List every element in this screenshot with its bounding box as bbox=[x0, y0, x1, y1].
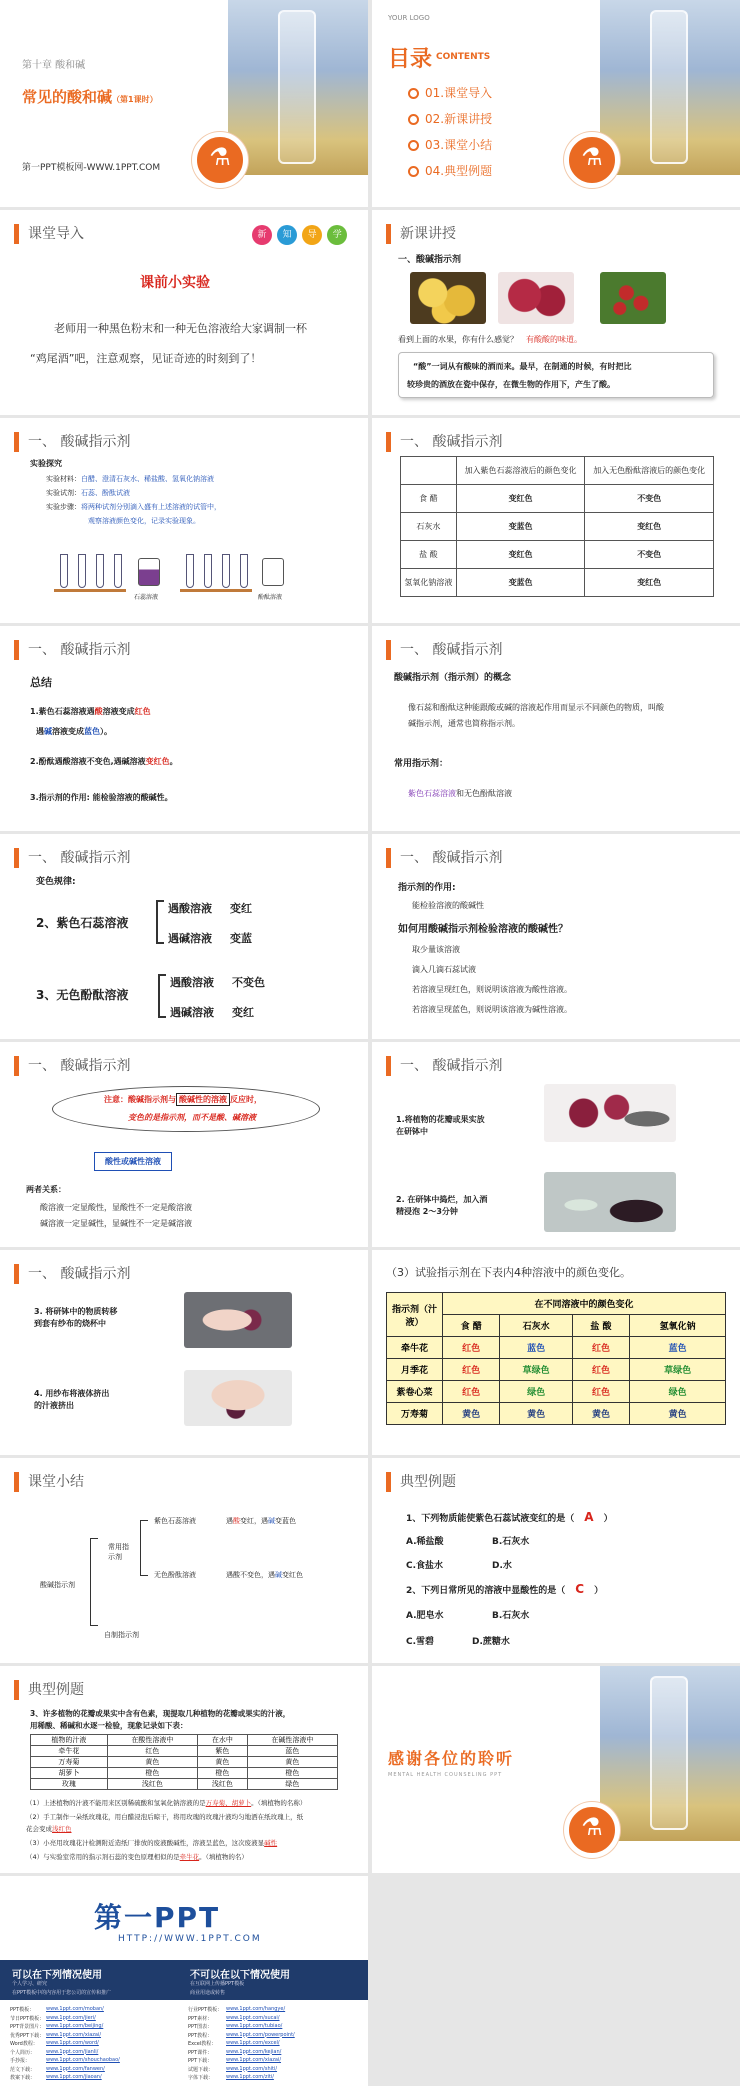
table-row: 紫卷心菜 红色 绿色 红色 绿色 bbox=[387, 1381, 726, 1403]
test-title: （3）试验指示剂在下表内4种溶液中的颜色变化。 bbox=[386, 1266, 631, 1279]
question-3-line-2: 用稀酸、稀碱和水逐一检验，现象记录如下表： bbox=[30, 1721, 188, 1730]
link-row bbox=[10, 2006, 360, 2015]
link[interactable]: www.1ppt.com/shiti/ bbox=[226, 2065, 278, 2072]
slide-indicator-note[interactable] bbox=[0, 1042, 368, 1247]
slide-title-text: 常见的酸和碱（第1课时） bbox=[22, 88, 158, 106]
brand-logo: 第一PPT bbox=[94, 1901, 221, 1934]
base-result: 变红 bbox=[232, 1006, 254, 1019]
link-label: PPT背景图片： bbox=[10, 2024, 45, 2030]
experiment-heading: 实验探究 bbox=[30, 459, 62, 468]
step-4-line-1: 4. 用纱布将液体挤出 bbox=[34, 1389, 110, 1398]
flask-icon bbox=[564, 1802, 620, 1858]
mortar-photo bbox=[544, 1172, 676, 1232]
link-label: PPT模板： bbox=[10, 2007, 35, 2013]
link-label: 个人简历： bbox=[10, 2049, 36, 2056]
step-1-line-2: 在研钵中 bbox=[396, 1127, 428, 1136]
slide-test-table[interactable] bbox=[372, 1250, 740, 1455]
option[interactable]: D.蔗糖水 bbox=[472, 1637, 510, 1647]
slide-header: 一、 酸碱指示剂 bbox=[0, 1250, 368, 1290]
litmus-bottle bbox=[138, 558, 160, 586]
link-label: 教案下载： bbox=[10, 2075, 36, 2081]
slide-examples-1[interactable] bbox=[372, 1458, 740, 1663]
option[interactable]: A.稀盐酸 bbox=[406, 1537, 444, 1547]
site-label: 第一PPT模板网-WWW.1PPT.COM bbox=[22, 163, 161, 173]
slide-header: 一、 酸碱指示剂 bbox=[372, 834, 740, 874]
option[interactable]: D.水 bbox=[492, 1561, 512, 1571]
phenolphthalein-caption: 酚酞溶液 bbox=[258, 594, 283, 601]
link-label: 范文下载： bbox=[10, 2066, 36, 2073]
lab-photo bbox=[228, 0, 368, 175]
cherry-photo bbox=[600, 272, 666, 324]
step-line: 若溶液呈现蓝色，则说明该溶液为碱性溶液。 bbox=[412, 1005, 572, 1014]
link-row bbox=[10, 2040, 360, 2049]
link-label: 优秀PPT下载： bbox=[10, 2032, 45, 2039]
slide-header: 新课讲授 bbox=[372, 210, 740, 250]
rules-heading: 变色规律: bbox=[36, 877, 76, 887]
slide-summary[interactable] bbox=[0, 626, 368, 831]
summary-branch: 常用指示剂 bbox=[108, 1543, 129, 1561]
lab-photo bbox=[600, 0, 740, 175]
link-row bbox=[10, 2032, 360, 2041]
slide-header: 一、 酸碱指示剂 bbox=[0, 1042, 368, 1082]
table-row: 玫瑰 浅红色 浅红色 绿色 bbox=[31, 1779, 338, 1790]
option[interactable]: A.肥皂水 bbox=[406, 1611, 444, 1621]
license-band bbox=[0, 1960, 368, 2000]
answer-3: （3）小亮用玫瑰花汁检测附近造纸厂排放的废液酸碱性，溶液呈蓝色，这次废液显碱性 bbox=[26, 1839, 278, 1847]
link-row bbox=[10, 2049, 360, 2058]
forbidden-heading: 不可以在以下情况使用 bbox=[190, 1970, 290, 1981]
plant-table: 植物的汁液 在酸性溶液中 在水中 在碱性溶液中 牵牛花 红色 紫色 蓝色 万寿菊 黄色 黄色 黄色 胡萝卜 橙色 橙色 橙色 玫瑰 浅红色 浅红色 绿色 bbox=[30, 1734, 338, 1790]
link-list bbox=[10, 2006, 360, 2083]
concept-heading: 酸碱指示剂（指示剂）的概念 bbox=[394, 673, 512, 683]
slide-indicator-concept[interactable] bbox=[372, 626, 740, 831]
summary-litmus: 紫色石蕊溶液 bbox=[154, 1517, 196, 1525]
concept-body-1: 像石蕊和酚酞这种能跟酸或碱的溶液起作用而显示不同颜色的物质，叫酸 bbox=[408, 703, 664, 712]
indicator-table: 加入紫色石蕊溶液后的颜色变化 加入无色酚酞溶液后的颜色变化 食 醋 变红色 不变色 石灰水 变蓝色 变红色 盐 酸 变红色 不变色 氢氧化钠溶液 变蓝色 变红色 bbox=[400, 456, 714, 597]
slide-new-lesson[interactable] bbox=[372, 210, 740, 415]
summary-heading: 总结 bbox=[30, 676, 52, 689]
step-3-line-2: 到套有纱布的烧杯中 bbox=[34, 1319, 106, 1328]
bracket bbox=[90, 1538, 98, 1626]
table-row: 万寿菊 黄色 黄色 黄色 黄色 bbox=[387, 1403, 726, 1425]
slide-header: 典型例题 bbox=[0, 1666, 368, 1706]
summary-homemade: 自制指示剂 bbox=[104, 1631, 139, 1639]
link[interactable]: www.1ppt.com/jianli/ bbox=[46, 2048, 99, 2055]
link[interactable]: www.1ppt.com/xiazai/ bbox=[226, 2057, 282, 2063]
slide-header: 课堂导入 bbox=[0, 210, 368, 250]
link-label: 节日PPT模板： bbox=[10, 2015, 45, 2022]
link[interactable]: www.1ppt.com/ziti/ bbox=[226, 2074, 274, 2080]
base-result: 变蓝 bbox=[230, 932, 252, 945]
use-heading: 指示剂的作用: bbox=[398, 883, 456, 893]
link-label: PPT图表： bbox=[188, 2024, 213, 2030]
link-label: PPT教程： bbox=[188, 2032, 213, 2039]
summary-root: 酸碱指示剂 bbox=[40, 1581, 75, 1589]
step-1-line-1: 1.将植物的花瓣或果实放 bbox=[396, 1115, 485, 1124]
summary-line-4: 3.指示剂的作用: 能检验溶液的酸碱性。 bbox=[30, 793, 173, 802]
common-indicators-heading: 常用指示剂： bbox=[394, 759, 449, 769]
berry-photo bbox=[498, 272, 574, 324]
step-line: 滴入几滴石蕊试液 bbox=[412, 965, 476, 974]
answer-4: （4）与实验室常用的指示剂石蕊的变色原理相似的是牵牛花。（填植物的名） bbox=[26, 1853, 248, 1861]
slide-homemade-1[interactable] bbox=[372, 1042, 740, 1247]
acid-base-box: 酸性或碱性溶液 bbox=[94, 1152, 172, 1171]
link[interactable]: www.1ppt.com/word/ bbox=[46, 2040, 99, 2046]
slide-class-summary[interactable] bbox=[0, 1458, 368, 1663]
link-label: PPT下载： bbox=[188, 2058, 213, 2064]
link-label: PPT课件： bbox=[188, 2049, 213, 2056]
flask-icon bbox=[564, 132, 620, 188]
gauze-photo bbox=[184, 1292, 292, 1348]
steps-line-2: 观察溶液颜色变化，记录实验现象。 bbox=[88, 517, 200, 525]
link-row bbox=[10, 2023, 360, 2032]
tag-bubbles bbox=[252, 222, 347, 245]
step-2-line-2: 精浸泡 2～3分钟 bbox=[396, 1207, 458, 1216]
summary-litmus-rule: 遇酸变红，遇碱变蓝色 bbox=[226, 1517, 296, 1525]
slide-intro[interactable] bbox=[0, 210, 368, 415]
link-label: 试题下载： bbox=[188, 2066, 214, 2073]
slide-header: 一、 酸碱指示剂 bbox=[372, 626, 740, 666]
contents-item[interactable]: 04.典型例题 bbox=[408, 162, 492, 179]
link-label: Word教程： bbox=[10, 2041, 38, 2047]
relation-line: 酸溶液一定显酸性，显酸性不一定是酸溶液 bbox=[40, 1203, 192, 1212]
slide-indicator-experiment[interactable] bbox=[0, 418, 368, 623]
tag-bubble: 导 bbox=[302, 225, 322, 245]
slide-indicator-use[interactable] bbox=[372, 834, 740, 1039]
intro-body-1: 老师用一种黑色粉末和一种无色溶液给大家调制一杯 bbox=[54, 322, 307, 335]
slide-examples-2[interactable] bbox=[0, 1666, 368, 1873]
allowed-line: 个人学习、研究 bbox=[12, 1981, 48, 1987]
acid-result: 不变色 bbox=[232, 976, 265, 989]
use-line: 能检验溶液的酸碱性 bbox=[412, 901, 484, 910]
litmus-label: 2、紫色石蕊溶液 bbox=[36, 916, 129, 930]
link-label: PPT素材： bbox=[188, 2015, 213, 2022]
link[interactable]: www.1ppt.com/jiaoan/ bbox=[46, 2074, 102, 2080]
relation-heading: 两者关系： bbox=[26, 1185, 66, 1194]
table-row: 月季花 红色 草绿色 红色 草绿色 bbox=[387, 1359, 726, 1381]
common-indicators: 紫色石蕊溶液和无色酚酞溶液 bbox=[408, 789, 512, 798]
link[interactable]: www.1ppt.com/moban/ bbox=[46, 2006, 104, 2012]
question-1: 1、下列物质能使紫色石蕊试液变红的是（ A ） bbox=[406, 1510, 613, 1524]
contents-title-en: CONTENTS bbox=[436, 52, 491, 62]
step-4-line-2: 的汁液挤出 bbox=[34, 1401, 74, 1410]
table-row: 氢氧化钠溶液 变蓝色 变红色 bbox=[401, 569, 714, 597]
slide-header: 课堂小结 bbox=[0, 1458, 368, 1498]
option[interactable]: B.石灰水 bbox=[492, 1537, 530, 1547]
tag-bubble: 知 bbox=[277, 225, 297, 245]
test-tube-rack bbox=[180, 546, 252, 592]
thanks-title: 感谢各位的聆听 bbox=[388, 1749, 515, 1768]
slide-header: 一、 酸碱指示剂 bbox=[0, 626, 368, 666]
link-label: 行业PPT模板： bbox=[188, 2007, 223, 2013]
summary-line-3: 2.酚酞遇酸溶液不变色,遇碱溶液变红色。 bbox=[30, 757, 178, 766]
note-box bbox=[398, 352, 714, 398]
table-row: 牵牛花 红色 蓝色 红色 蓝色 bbox=[387, 1337, 726, 1359]
note-line-1: 注意：酸碱指示剂与 酸碱性的溶液 反应时， bbox=[104, 1095, 262, 1104]
base-case: 遇碱溶液 bbox=[168, 932, 212, 945]
step-line: 取少量该溶液 bbox=[412, 945, 460, 954]
link[interactable]: www.1ppt.com/tubiao/ bbox=[226, 2023, 283, 2029]
allowed-heading: 可以在下列情况使用 bbox=[12, 1970, 102, 1981]
section-title: 一、酸碱指示剂 bbox=[398, 255, 462, 265]
intro-body-2: “鸡尾酒”吧，注意观察，见证奇迹的时刻到了！ bbox=[30, 352, 262, 365]
squeeze-photo bbox=[184, 1370, 292, 1426]
note-line-2: 较珍贵的酒放在瓷中保存，在微生物的作用下，产生了酸。 bbox=[407, 380, 615, 389]
link[interactable]: www.1ppt.com/sucai/ bbox=[226, 2014, 280, 2021]
table-row: 万寿菊 黄色 黄色 黄色 bbox=[31, 1757, 338, 1768]
relation-line: 碱溶液一定显碱性，显碱性不一定是碱溶液 bbox=[40, 1219, 192, 1228]
phenolphthalein-label: 3、无色酚酞溶液 bbox=[36, 988, 129, 1002]
option[interactable]: C.雪碧 bbox=[406, 1637, 435, 1647]
link[interactable]: www.1ppt.com/excel/ bbox=[226, 2040, 280, 2046]
option[interactable]: C.食盐水 bbox=[406, 1561, 444, 1571]
answer-2: （2）手工制作一朵纸玫瑰花，用白醋浸泡后晾干，将用玫瑰的玫瑰汁液均匀地洒在纸玫瑰上，纸 bbox=[26, 1813, 304, 1821]
link-label: Excel教程： bbox=[188, 2041, 217, 2047]
summary-phenolphthalein-rule: 遇酸不变色，遇碱变红色 bbox=[226, 1571, 303, 1579]
question-3-line-1: 3、许多植物的花瓣或果实中含有色素，现提取几种植物的花瓣或果实的汁液， bbox=[30, 1709, 291, 1718]
slide-header: 一、 酸碱指示剂 bbox=[0, 418, 368, 458]
litmus-caption: 石蕊溶液 bbox=[134, 594, 159, 601]
table-row: 食 醋 变红色 不变色 bbox=[401, 485, 714, 513]
link[interactable]: www.1ppt.com/jieri/ bbox=[46, 2014, 96, 2021]
lemon-photo bbox=[410, 272, 486, 324]
slide-header: 一、 酸碱指示剂 bbox=[372, 418, 740, 458]
table-row: 盐 酸 变红色 不变色 bbox=[401, 541, 714, 569]
forbidden-line: 在互联网上传播PPT模板 bbox=[190, 1981, 245, 1987]
link-label: 手抄报： bbox=[10, 2058, 31, 2064]
forbidden-line: 商业用途或转售 bbox=[190, 1990, 226, 1996]
contents-title: 目录 bbox=[388, 47, 433, 72]
summary-phenolphthalein: 无色酚酞溶液 bbox=[154, 1571, 196, 1579]
link[interactable]: www.1ppt.com/fanwen/ bbox=[46, 2065, 105, 2072]
summary-line-1: 1.紫色石蕊溶液遇酸溶液变成红色 bbox=[30, 707, 151, 716]
step-line: 若溶液呈现红色，则说明该溶液为酸性溶液。 bbox=[412, 985, 572, 994]
note-line-1: “酸”一词从有酸味的酒而来。最早，在制通的时候，有时把比 bbox=[413, 362, 632, 371]
step-3-line-1: 3. 将研钵中的物质转移 bbox=[34, 1307, 118, 1316]
slide-header: 一、 酸碱指示剂 bbox=[0, 834, 368, 874]
tag-bubble: 学 bbox=[327, 225, 347, 245]
link-label: 字体下载： bbox=[188, 2075, 214, 2081]
test-table: 指示剂（汁液） 在不同溶液中的颜色变化 食 醋 石灰水 盐 酸 氢氧化钠 牵牛花 红色 蓝色 红色 蓝色 月季花 红色 草绿色 红色 草绿色 紫卷心菜 红色 绿色 红色 绿色 万寿菊 黄色 黄色 黄色 黄色 bbox=[386, 1292, 726, 1425]
question-2: 2、下列日常所见的溶液中显酸性的是（ C ） bbox=[406, 1582, 604, 1596]
slide-header: 一、 酸碱指示剂 bbox=[372, 1042, 740, 1082]
acid-result: 变红 bbox=[230, 902, 252, 915]
note-line-2: 变色的是指示剂，而不是酸、碱溶液 bbox=[128, 1113, 256, 1122]
slide-homemade-2[interactable] bbox=[0, 1250, 368, 1455]
concept-body-2: 碱指示剂，通常也简称指示剂。 bbox=[408, 719, 520, 728]
experiment-title: 课前小实验 bbox=[140, 275, 210, 291]
link-row bbox=[10, 2057, 360, 2066]
contents-item[interactable]: 02.新课讲授 bbox=[408, 110, 492, 127]
reagents-line: 实验试剂：石蕊、酚酞试液 bbox=[46, 489, 130, 497]
step-2-line-1: 2. 在研钵中捣烂，加入酒 bbox=[396, 1195, 488, 1204]
acid-case: 遇酸溶液 bbox=[168, 902, 212, 915]
how-heading: 如何用酸碱指示剂检验溶液的酸碱性？ bbox=[398, 924, 568, 935]
answer-2b: 花会变成浅红色 bbox=[26, 1825, 72, 1833]
allowed-line: 在PPT模板中的内容用于您公司的宣传和推广 bbox=[12, 1990, 112, 1996]
lab-photo bbox=[600, 1666, 740, 1841]
test-tube-rack bbox=[54, 546, 126, 592]
slide-license[interactable] bbox=[0, 1876, 368, 2086]
table-row: 石灰水 变蓝色 变红色 bbox=[401, 513, 714, 541]
slide-thanks[interactable] bbox=[372, 1666, 740, 1873]
slide-indicator-table[interactable] bbox=[372, 418, 740, 623]
bracket bbox=[140, 1520, 148, 1576]
brand-url[interactable]: HTTP://WWW.1PPT.COM bbox=[118, 1934, 262, 1944]
slide-header: 典型例题 bbox=[372, 1458, 740, 1498]
link[interactable]: www.1ppt.com/kejian/ bbox=[226, 2048, 282, 2055]
link-row bbox=[10, 2066, 360, 2075]
contents-item[interactable]: 01.课堂导入 bbox=[408, 84, 492, 101]
answer-1: （1）上述植物的汁液不能用来区别稀硫酸和氢氧化钠溶液的是万寿菊、胡萝卜。（填植物的名称） bbox=[26, 1799, 307, 1807]
tag-bubble: 新 bbox=[252, 225, 272, 245]
flask-icon bbox=[192, 132, 248, 188]
link[interactable]: www.1ppt.com/powerpoint/ bbox=[226, 2031, 295, 2038]
chapter-label: 第十章 酸和碱 bbox=[22, 60, 86, 71]
slide-title[interactable] bbox=[0, 0, 368, 207]
option[interactable]: B.石灰水 bbox=[492, 1611, 530, 1621]
table-row: 牵牛花 红色 紫色 蓝色 bbox=[31, 1746, 338, 1757]
bracket bbox=[156, 900, 164, 944]
link-row bbox=[10, 2015, 360, 2024]
link[interactable]: www.1ppt.com/xiazai/ bbox=[46, 2031, 102, 2038]
phenolphthalein-bottle bbox=[262, 558, 284, 586]
slide-color-rules[interactable] bbox=[0, 834, 368, 1039]
bracket bbox=[158, 974, 166, 1018]
petals-photo bbox=[544, 1084, 676, 1142]
steps-line: 实验步骤：将两种试剂分别滴入盛有上述溶液的试管中， bbox=[46, 503, 221, 511]
acid-case: 遇酸溶液 bbox=[170, 976, 214, 989]
materials-line: 实验材料：白醋、澄清石灰水、稀盐酸、氢氧化钠溶液 bbox=[46, 475, 214, 483]
link-row bbox=[10, 2074, 360, 2083]
contents-item[interactable]: 03.课堂小结 bbox=[408, 136, 492, 153]
base-case: 遇碱溶液 bbox=[170, 1006, 214, 1019]
link[interactable]: www.1ppt.com/shouchaobao/ bbox=[46, 2057, 120, 2063]
table-row: 胡萝卜 橙色 橙色 橙色 bbox=[31, 1768, 338, 1779]
question-text: 看到上面的水果，你有什么感觉？ 有酸酸的味道。 bbox=[398, 335, 582, 344]
logo-text: YOUR LOGO bbox=[388, 14, 430, 22]
slide-contents[interactable] bbox=[372, 0, 740, 207]
thanks-subtitle: MENTAL HEALTH COUNSELING PPT bbox=[388, 1772, 503, 1778]
link[interactable]: www.1ppt.com/hangye/ bbox=[226, 2006, 286, 2012]
summary-line-2: 遇碱溶液变成蓝色）。 bbox=[36, 727, 112, 736]
link[interactable]: www.1ppt.com/beijing/ bbox=[46, 2023, 104, 2029]
